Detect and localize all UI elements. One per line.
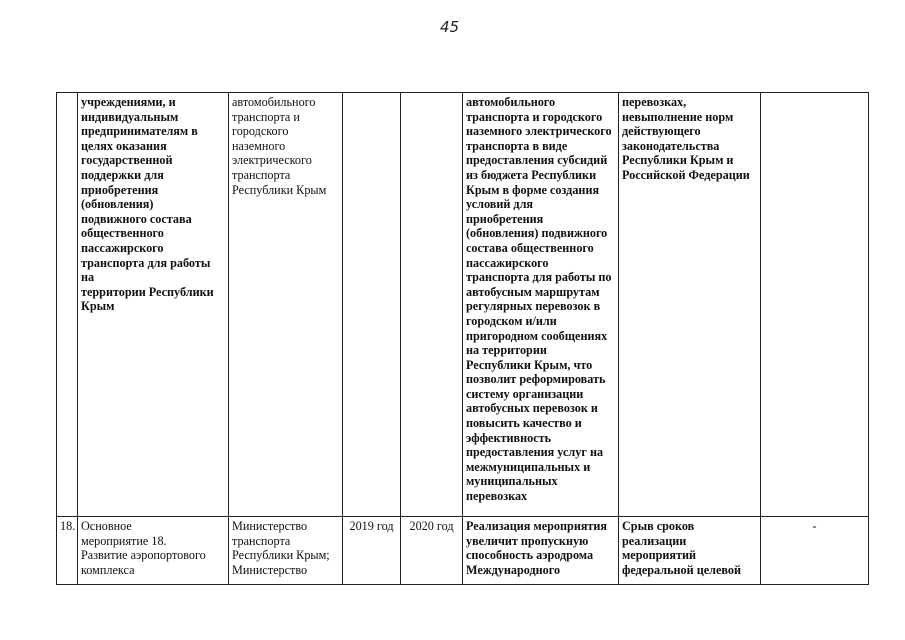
table-row [57, 93, 869, 517]
consequences-cell: перевозках, невыполнение норм действующего законодательства Республики Крым и Российской Федерации [619, 93, 761, 517]
end-year-cell: 2020 год [401, 517, 463, 585]
link-indicators-cell: - [761, 517, 869, 585]
row-number-cell [57, 93, 78, 517]
start-year-cell: 2019 год [343, 517, 401, 585]
link-indicators-cell [761, 93, 869, 517]
table-row [57, 517, 869, 585]
end-year-cell [401, 93, 463, 517]
page-number: 45 [440, 18, 460, 36]
expected-result-cell: Реализация мероприятия увеличит пропускную способность аэродрома Международного [463, 517, 619, 585]
activity-cell: Основное мероприятие 18. Развитие аэропортового комплекса [78, 517, 229, 585]
expected-result-cell: автомобильного транспорта и городского наземного электрического транспорта в виде предоставления субсидий из бюджета Республики Крым в форме создания условий для приобретения (обновления) подвижного состава общественного пассажирского транспорта для работы по автобусным маршрутам регулярных перевозок в городском и/или пригородном сообщениях на территории Республики Крым, что позволит реформировать систему организации автобусных перевозок и повысить качество и эффективность предоставления услуг на межмуниципальных и муниципальных перевозках [463, 93, 619, 517]
program-activities-table [56, 92, 869, 585]
row-number-cell: 18. [57, 517, 78, 585]
executor-cell: автомобильного транспорта и городского наземного электрического транспорта Республики Крым [229, 93, 343, 517]
executor-cell: Министерство транспорта Республики Крым; Министерство [229, 517, 343, 585]
consequences-cell: Срыв сроков реализации мероприятий федеральной целевой [619, 517, 761, 585]
activity-cell: учреждениями, и индивидуальным предпринимателям в целях оказания государственной поддержки для приобретения (обновления) подвижного состава общественного пассажирского транспорта для работы на территории Республики Крым [78, 93, 229, 517]
start-year-cell [343, 93, 401, 517]
